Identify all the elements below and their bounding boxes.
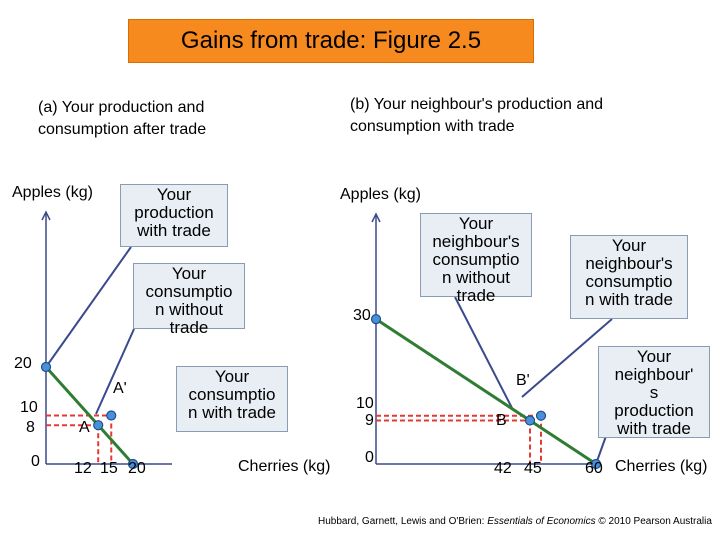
panel-a-x-tick-12: 12 — [74, 460, 92, 477]
credit-book: Essentials of Economics — [487, 516, 596, 527]
point-label-a-prime: A' — [113, 380, 127, 397]
point-label-b: B — [496, 412, 507, 429]
figure-title: Gains from trade: Figure 2.5 — [180, 27, 482, 54]
panel-b-y-axis-label: Apples (kg) — [340, 186, 421, 203]
panel-a-endpoint-0 — [42, 363, 51, 372]
panel-a-y-tick-20: 20 — [14, 355, 32, 372]
panel-a-x-tick-15: 15 — [100, 460, 118, 477]
panel-b-x-tick-60: 60 — [585, 460, 603, 477]
panel-b-x-axis-label: Cherries (kg) — [238, 458, 331, 475]
panel-b-x-tick-45: 45 — [524, 460, 542, 477]
callout-a-consumption-without-trade: Your consumptio n without trade — [133, 263, 245, 329]
source-credit — [318, 516, 712, 527]
panel-a-x-tick-20: 20 — [128, 460, 146, 477]
panel-a-point-A' — [107, 411, 116, 420]
panel-b-y-tick-9: 9 — [365, 412, 374, 429]
panel-b-y-tick-30: 30 — [353, 307, 371, 324]
panel-b-x-tick-42: 42 — [494, 460, 512, 477]
callout-a-consumption-with-trade: Your consumptio n with trade — [176, 366, 288, 432]
panel-b-y-tick-0: 0 — [365, 449, 374, 466]
point-label-b-prime: B' — [516, 372, 530, 389]
panel-a-y-tick-8: 8 — [26, 419, 35, 436]
callout-b-consumption-with-trade: Your neighbour's consumptio n with trade — [570, 235, 688, 319]
panel-a-title: (a) Your production and consumption after trade — [38, 99, 207, 138]
point-label-a: A — [79, 419, 90, 436]
panel-b-point-B — [526, 416, 535, 425]
dashed-guides — [46, 416, 541, 465]
panel-a-y-tick-10: 10 — [20, 399, 38, 416]
callout-b-production-with-trade: Your neighbour' s production with trade — [598, 346, 710, 438]
panel-a-y-tick-0: 0 — [31, 453, 40, 470]
panel-a-y-axis-label: Apples (kg) — [12, 184, 93, 201]
callout-leader-0 — [46, 247, 131, 367]
credit-authors: Hubbard, Garnett, Lewis and O'Brien: — [318, 516, 488, 527]
panel-b-x-axis-label-right: Cherries (kg) — [615, 458, 708, 475]
panel-b-ppf-line-0 — [376, 319, 596, 464]
panel-b-y-tick-10: 10 — [356, 395, 374, 412]
panel-b-point-B' — [537, 411, 546, 420]
callout-leader-1 — [96, 329, 134, 414]
credit-rights: © 2010 Pearson Australia — [595, 516, 712, 527]
panel-a-point-A — [94, 421, 103, 430]
callout-a-production-with-trade: Your production with trade — [120, 184, 228, 247]
panel-b-endpoint-0 — [372, 315, 381, 324]
callout-b-consumption-without-trade: Your neighbour's consumptio n without trade — [420, 213, 532, 297]
panel-b-title: (b) Your neighbour's production and consumption with trade — [350, 96, 604, 135]
